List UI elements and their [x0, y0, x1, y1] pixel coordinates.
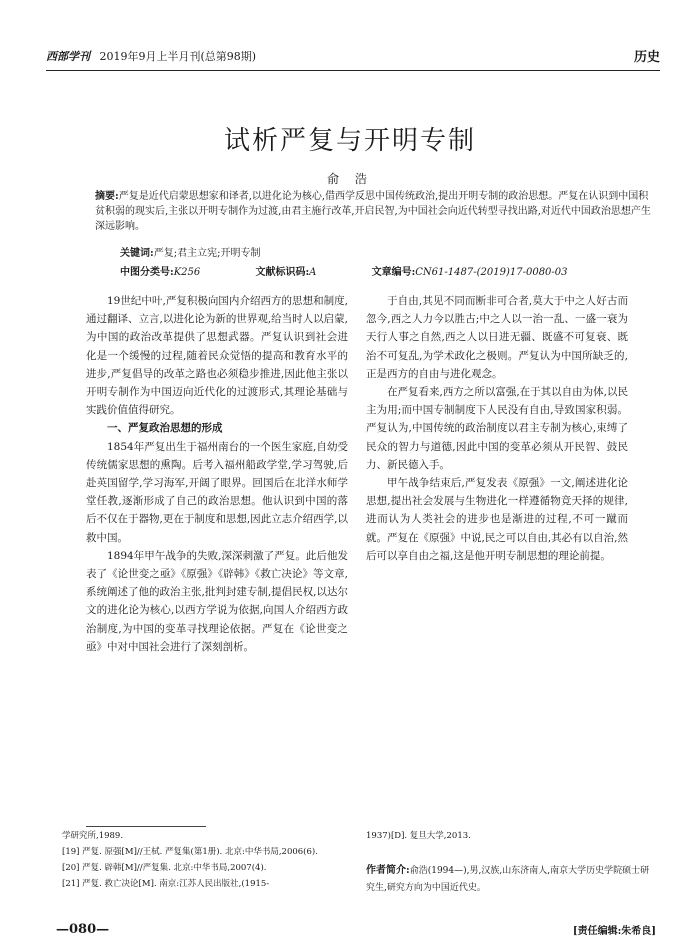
author-name: 俞 浩	[327, 172, 373, 186]
article-no-label: 文章编号:	[371, 267, 416, 278]
classification-line	[120, 263, 660, 278]
clc	[120, 267, 200, 278]
article-number	[372, 267, 568, 278]
section-heading: 一、严复政治思想的形成	[107, 422, 223, 435]
paragraph: 于自由,其见不同而断非可合者,莫大于中之人好古而忽今,西之人力今以胜古;中之人以一治一乱、一盛一衰为天行人事之自然,西之人以日进无疆、既盛不可复衰、既治不可复乱,为学术政化之极则。严复认为中国所缺乏的,正是西方的自由与进化观念。	[366, 295, 628, 380]
reference-item: [19] 严复. 原强[M]//王栻. 严复集(第1册). 北京:中华书局,2006(6).	[62, 847, 318, 857]
issue-info: 2019年9月上半月刊(总第98期)	[99, 50, 257, 63]
journal-issue-line	[46, 48, 256, 64]
reference-item: [20] 严复. 辟韩[M]//严复集. 北京:中华书局,2007(4).	[62, 863, 267, 873]
author-bio	[366, 862, 656, 897]
doc-code	[255, 267, 316, 278]
reference-item: [21] 严复. 救亡决论[M]. 南京:江苏人民出版社,(1915-	[62, 879, 270, 889]
paragraph: 在严复看来,西方之所以富强,在于其以自由为体,以民主为用;而中国专制制度下人民没有自由,导致国家积弱。严复认为,中国传统的政治制度以君主专制为核心,束缚了民众的智力与道德,因此中国的变革必须从开民智、鼓民力、新民德入手。	[366, 386, 629, 471]
article-no-value: CN61-1487-(2019)17-0080-03	[415, 267, 568, 278]
references-right	[366, 828, 646, 844]
paragraph: 1894年甲午战争的失败,深深刺激了严复。此后他发表了《论世变之亟》《原强》《辟韩》《救亡决论》等文章,系统阐述了他的政治主张,批判封建专制,提倡民权,以达尔文的进化论为核心,以西方学说为依据,向国人介绍西方政治制度,为中国的变革寻找理论依据。严复在《论世变之亟》中对中国社会进行了深刻剖析。	[86, 549, 349, 653]
abstract-text: 严复是近代启蒙思想家和译者,以进化论为核心,借西学反思中国传统政治,提出开明专制的政治思想。严复在认识到中国积贫积弱的现实后,主张以开明专制作为过渡,由君主施行改革,开启民智,为中国社会向近代转型寻找出路,对近代中国政治思想产生深远影响。	[95, 191, 651, 232]
reference-item: 学研究所,1989.	[62, 831, 124, 841]
paragraph: 甲午战争结束后,严复发表《原强》一文,阐述进化论思想,提出社会发展与生物进化一样遵循物竞天择的规律,进而认为人类社会的进步也是渐进的过程,不可一蹴而就。严复在《原强》中说,民之可以自由,其必有以自治,然后可以享自由之福,这是他开明专制思想的理论前提。	[366, 477, 629, 562]
clc-value: K256	[173, 267, 201, 278]
references-left	[62, 828, 332, 892]
journal-name: 西部学刊	[46, 50, 90, 63]
paragraph: 1854年严复出生于福州南台的一个医生家庭,自幼受传统儒家思想的熏陶。后考入福州船政学堂,学习驾驶,后赴英国留学,学习海军,开阔了眼界。回国后在北洋水师学堂任教,逐渐形成了自己的政治思想。他认识到中国的落后不仅在于器物,更在于制度和思想,因此立志介绍西学,以救中国。	[86, 440, 349, 544]
doc-code-label: 文献标识码:	[255, 267, 310, 278]
doc-code-value: A	[309, 267, 317, 278]
clc-label: 中图分类号:	[120, 267, 174, 278]
footnote-rule	[86, 826, 206, 827]
section-label: 历史	[633, 50, 660, 65]
reference-item: 1937)[D]. 复旦大学,2013.	[366, 831, 471, 841]
running-header	[46, 46, 660, 68]
responsible-editor: [责任编辑:朱希良]	[572, 926, 656, 937]
abstract-label: 摘要:	[95, 191, 119, 202]
bio-text: 俞浩(1994—),男,汉族,山东济南人,南京大学历史学院硕士研究生,研究方向为中国近代史。	[366, 866, 650, 893]
page-number: —080—	[56, 922, 110, 937]
keywords	[120, 244, 660, 259]
body-column-left	[86, 292, 348, 656]
body-column-right	[366, 292, 628, 565]
keywords-label: 关键词:	[120, 248, 154, 259]
paragraph: 19世纪中叶,严复积极向国内介绍西方的思想和制度,通过翻译、立言,以进化论为新的世界观,给当时人以启蒙,为中国的政治改革提供了思想武器。严复认识到社会进化是一个缓慢的过程,随着民众觉悟的提高和教育水平的进步,严复倡导的改革之路也必须稳步推进,因此他主张以开明专制作为中国迈向近代化的过渡形式,其理论基础与实践价值值得研究。	[86, 295, 349, 417]
header-rule	[46, 70, 660, 71]
article-title: 试析严复与开明专制	[223, 126, 476, 156]
abstract	[95, 189, 655, 234]
bio-label: 作者简介:	[366, 865, 410, 876]
keywords-text: 严复;君主立宪;开明专制	[153, 248, 261, 259]
